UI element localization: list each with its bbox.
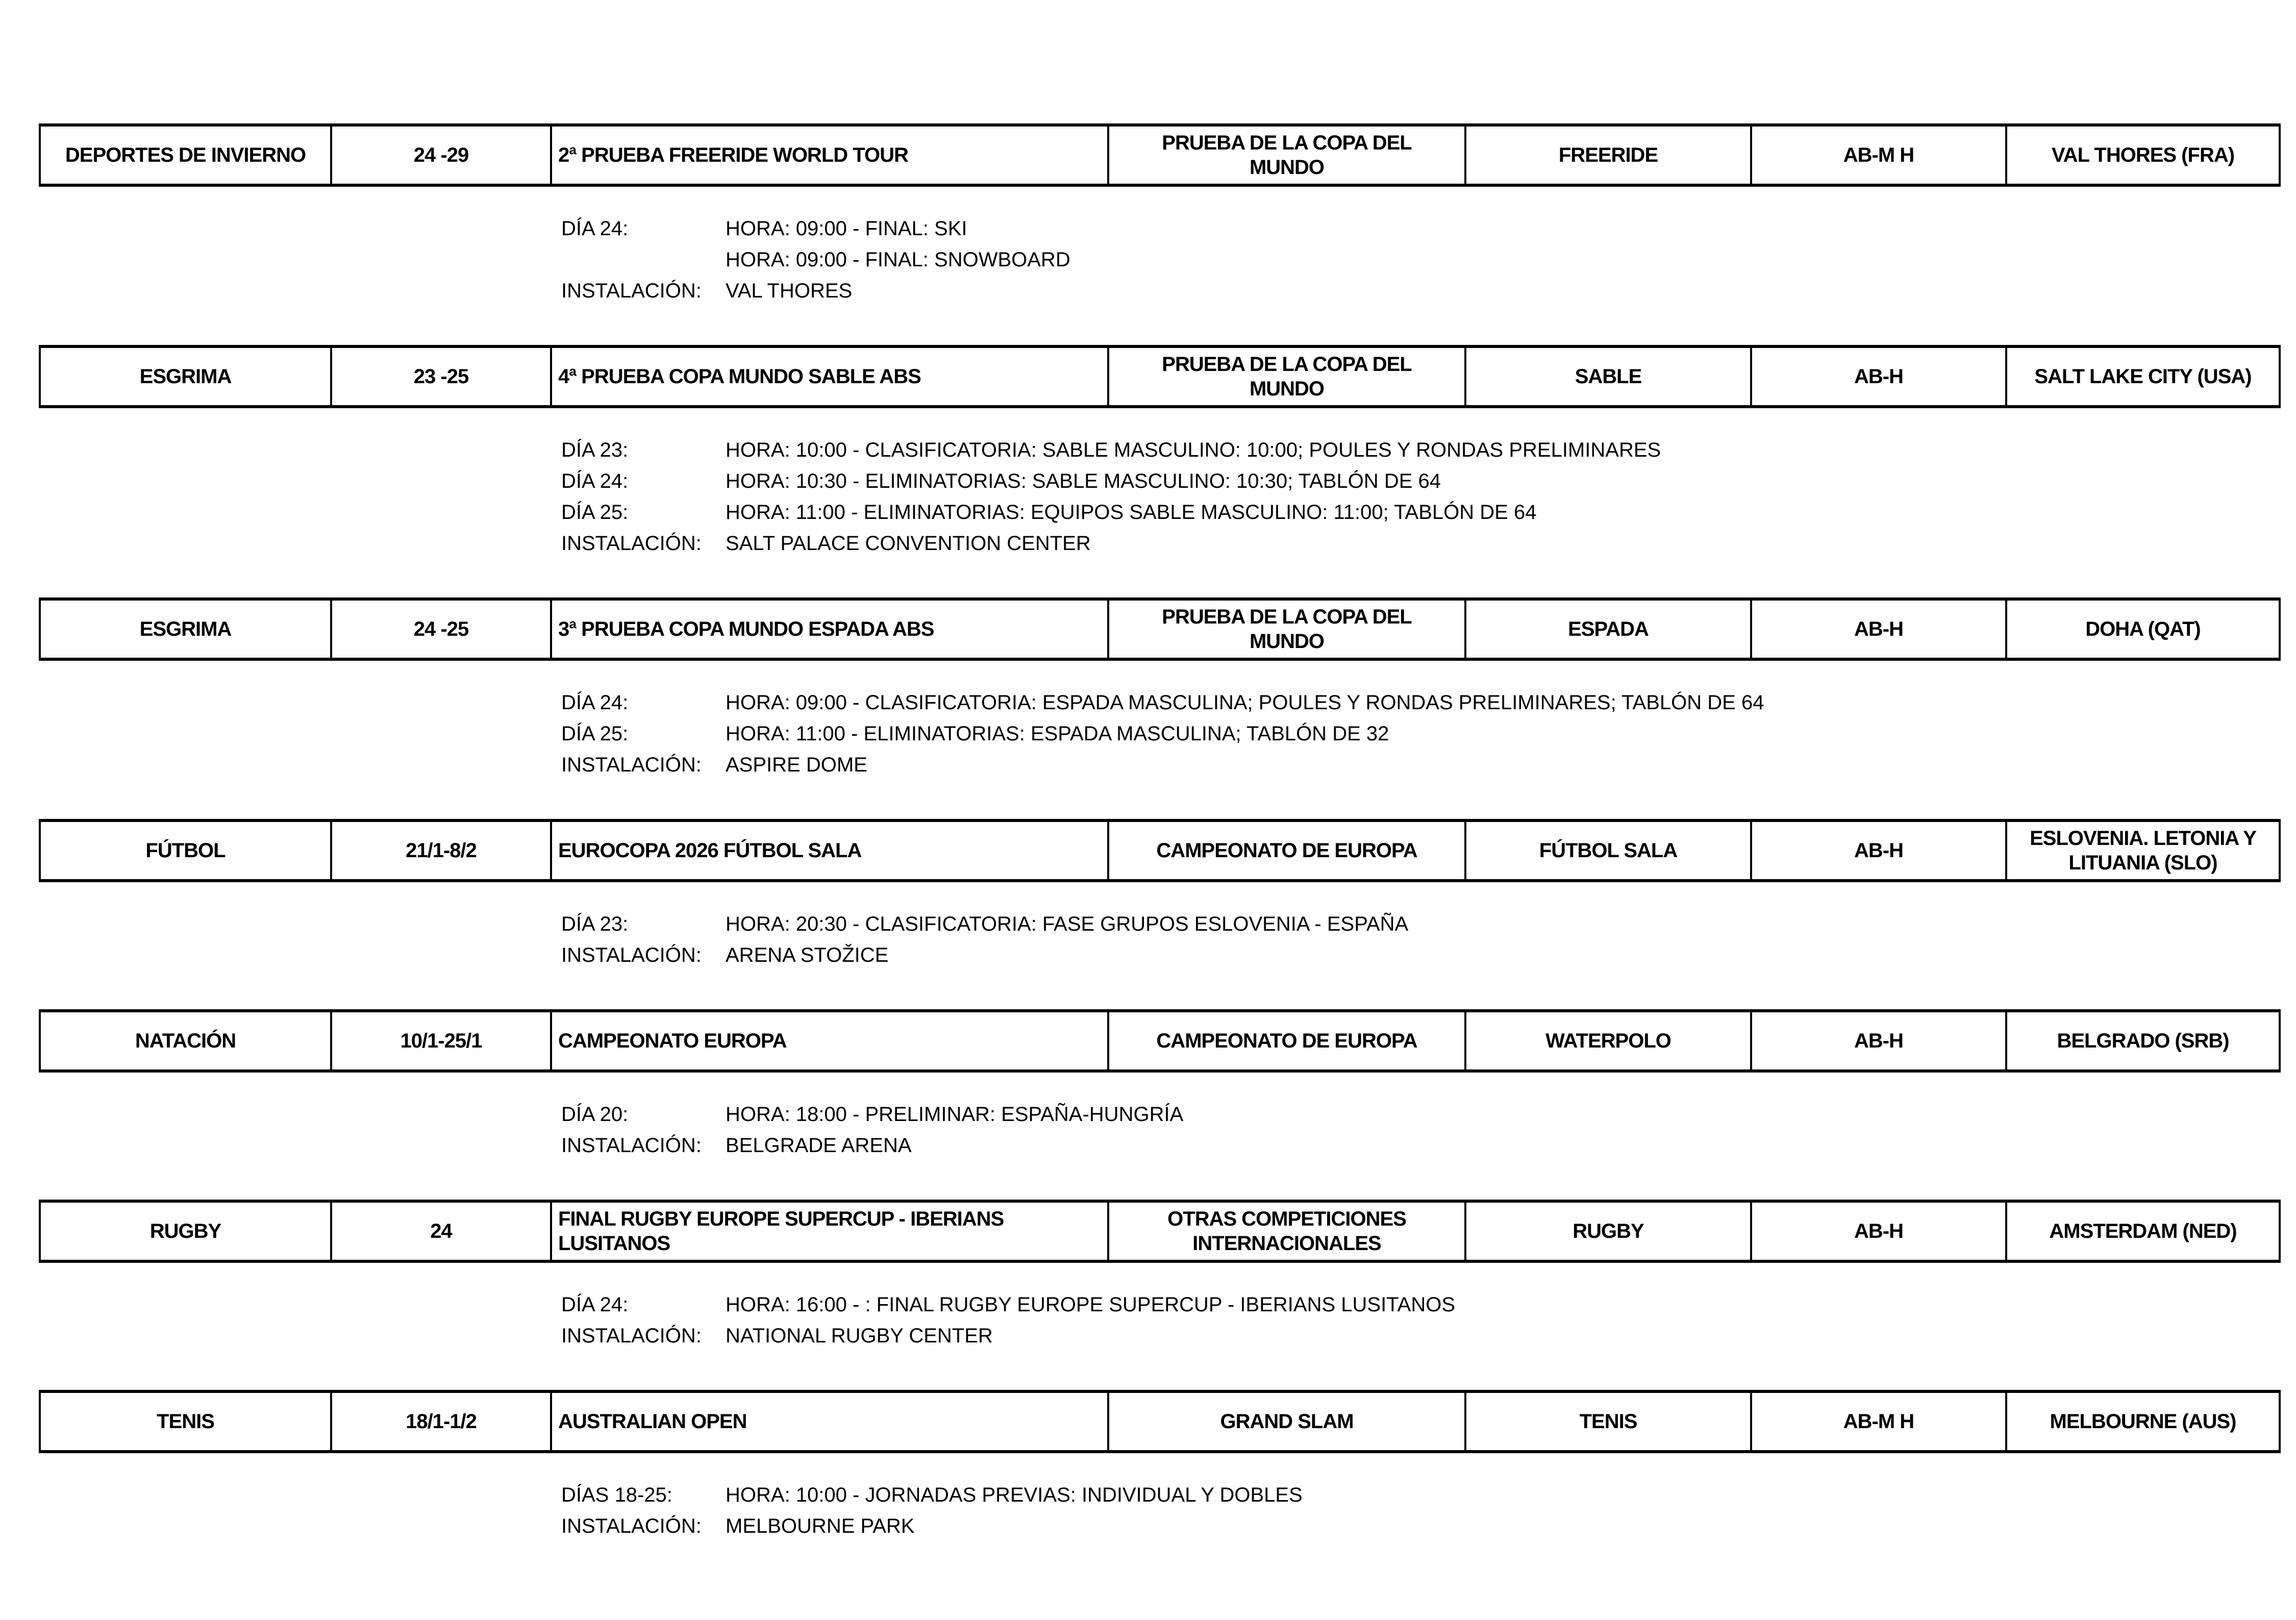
cell-sport: TENIS [41, 1393, 332, 1450]
cell-competition: PRUEBA DE LA COPA DEL MUNDO [1109, 601, 1466, 658]
cell-category: AB-H [1752, 1012, 2007, 1069]
cell-category: AB-H [1752, 822, 2007, 879]
cell-location: DOHA (QAT) [2007, 601, 2281, 658]
cell-sport: ESGRIMA [41, 601, 332, 658]
cell-competition: PRUEBA DE LA COPA DEL MUNDO [1109, 348, 1466, 405]
venue-value: VAL THORES [726, 280, 853, 302]
cell-competition: PRUEBA DE LA COPA DEL MUNDO [1109, 127, 1466, 184]
detail-line [561, 244, 2281, 276]
venue-line [561, 940, 2281, 971]
cell-event: 4ª PRUEBA COPA MUNDO SABLE ABS [552, 348, 1109, 405]
table-row [39, 123, 2281, 187]
detail-text: HORA: 18:00 - PRELIMINAR: ESPAÑA-HUNGRÍA [726, 1103, 1184, 1126]
venue-value: MELBOURNE PARK [726, 1515, 915, 1537]
venue-value: ASPIRE DOME [726, 754, 867, 776]
detail-day-label: DÍA 25: [561, 501, 629, 524]
details [561, 213, 2281, 307]
cell-sport: ESGRIMA [41, 348, 332, 405]
detail-text: HORA: 10:30 - ELIMINATORIAS: SABLE MASCULINO: 10:30; TABLÓN DE 64 [726, 470, 1441, 492]
cell-location: AMSTERDAM (NED) [2007, 1203, 2281, 1260]
detail-text: HORA: 10:00 - CLASIFICATORIA: SABLE MASCULINO: 10:00; POULES Y RONDAS PRELIMINARES [726, 439, 1661, 461]
venue-value: NATIONAL RUGBY CENTER [726, 1325, 993, 1347]
cell-event: CAMPEONATO EUROPA [552, 1012, 1109, 1069]
venue-label: INSTALACIÓN: [561, 1325, 702, 1347]
table-row [39, 819, 2281, 882]
cell-sport: FÚTBOL [41, 822, 332, 879]
venue-label: INSTALACIÓN: [561, 532, 702, 555]
venue-value: ARENA STOŽICE [726, 944, 889, 966]
detail-day-label: DÍA 20: [561, 1103, 629, 1126]
details [561, 1289, 2281, 1352]
detail-line [561, 909, 2281, 940]
detail-line [561, 718, 2281, 750]
cell-competition: CAMPEONATO DE EUROPA [1109, 822, 1466, 879]
detail-day-label: DÍAS 18-25: [561, 1484, 672, 1506]
venue-label: INSTALACIÓN: [561, 1515, 702, 1537]
detail-day-label: DÍA 24: [561, 217, 629, 240]
cell-category: AB-H [1752, 1203, 2007, 1260]
venue-label: INSTALACIÓN: [561, 754, 702, 776]
detail-day-label: DÍA 24: [561, 1293, 629, 1316]
table-row [39, 1390, 2281, 1453]
cell-dates: 18/1-1/2 [332, 1393, 552, 1450]
detail-line [561, 466, 2281, 497]
cell-dates: 24 -29 [332, 127, 552, 184]
cell-dates: 24 [332, 1203, 552, 1260]
cell-discipline: FREERIDE [1466, 127, 1752, 184]
cell-location: ESLOVENIA. LETONIA Y LITUANIA (SLO) [2007, 822, 2281, 879]
schedule-entry [39, 345, 2281, 559]
cell-competition: OTRAS COMPETICIONES INTERNACIONALES [1109, 1203, 1466, 1260]
details [561, 1480, 2281, 1542]
cell-dates: 24 -25 [332, 601, 552, 658]
detail-text: HORA: 20:30 - CLASIFICATORIA: FASE GRUPOS ESLOVENIA - ESPAÑA [726, 913, 1409, 935]
schedule-entry [39, 597, 2281, 781]
cell-discipline: SABLE [1466, 348, 1752, 405]
cell-location: BELGRADO (SRB) [2007, 1012, 2281, 1069]
detail-text: HORA: 11:00 - ELIMINATORIAS: EQUIPOS SABLE MASCULINO: 11:00; TABLÓN DE 64 [726, 501, 1537, 524]
cell-event: AUSTRALIAN OPEN [552, 1393, 1109, 1450]
cell-discipline: RUGBY [1466, 1203, 1752, 1260]
venue-line [561, 528, 2281, 559]
schedule-entry [39, 123, 2281, 307]
cell-dates: 21/1-8/2 [332, 822, 552, 879]
detail-text: HORA: 09:00 - CLASIFICATORIA: ESPADA MASCULINA; POULES Y RONDAS PRELIMINARES; TABLÓN DE 64 [726, 691, 1764, 714]
details [561, 435, 2281, 559]
details [561, 1099, 2281, 1161]
detail-text: HORA: 09:00 - FINAL: SKI [726, 217, 967, 240]
cell-discipline: FÚTBOL SALA [1466, 822, 1752, 879]
cell-competition: GRAND SLAM [1109, 1393, 1466, 1450]
cell-category: AB-H [1752, 601, 2007, 658]
details [561, 687, 2281, 781]
venue-label: INSTALACIÓN: [561, 280, 702, 302]
detail-text: HORA: 10:00 - JORNADAS PREVIAS: INDIVIDUAL Y DOBLES [726, 1484, 1303, 1506]
cell-location: SALT LAKE CITY (USA) [2007, 348, 2281, 405]
venue-label: INSTALACIÓN: [561, 1134, 702, 1157]
detail-day-label: DÍA 24: [561, 691, 629, 714]
cell-discipline: ESPADA [1466, 601, 1752, 658]
schedule-entry [39, 1200, 2281, 1352]
cell-location: VAL THORES (FRA) [2007, 127, 2281, 184]
detail-text: HORA: 11:00 - ELIMINATORIAS: ESPADA MASCULINA; TABLÓN DE 32 [726, 722, 1389, 745]
detail-day-label: DÍA 23: [561, 913, 629, 935]
venue-line [561, 276, 2281, 307]
detail-line [561, 435, 2281, 466]
venue-value: SALT PALACE CONVENTION CENTER [726, 532, 1091, 555]
cell-competition: CAMPEONATO DE EUROPA [1109, 1012, 1466, 1069]
cell-discipline: TENIS [1466, 1393, 1752, 1450]
detail-text: HORA: 16:00 - : FINAL RUGBY EUROPE SUPERCUP - IBERIANS LUSITANOS [726, 1293, 1455, 1316]
cell-event: 2ª PRUEBA FREERIDE WORLD TOUR [552, 127, 1109, 184]
detail-line [561, 687, 2281, 718]
sports-schedule [39, 123, 2281, 1580]
detail-day-label: DÍA 23: [561, 439, 629, 461]
table-row [39, 1200, 2281, 1263]
cell-sport: RUGBY [41, 1203, 332, 1260]
detail-day-label: DÍA 25: [561, 722, 629, 745]
table-row [39, 1009, 2281, 1073]
cell-sport: NATACIÓN [41, 1012, 332, 1069]
detail-line [561, 1480, 2281, 1511]
cell-category: AB-H [1752, 348, 2007, 405]
cell-category: AB-M H [1752, 1393, 2007, 1450]
cell-dates: 23 -25 [332, 348, 552, 405]
detail-day-label: DÍA 24: [561, 470, 629, 492]
detail-line [561, 497, 2281, 528]
cell-event: FINAL RUGBY EUROPE SUPERCUP - IBERIANS LUSITANOS [552, 1203, 1109, 1260]
cell-location: MELBOURNE (AUS) [2007, 1393, 2281, 1450]
detail-line [561, 1289, 2281, 1320]
table-row [39, 597, 2281, 661]
venue-line [561, 1320, 2281, 1352]
detail-line [561, 1099, 2281, 1130]
venue-value: BELGRADE ARENA [726, 1134, 912, 1157]
schedule-entry [39, 819, 2281, 971]
schedule-entry [39, 1390, 2281, 1542]
detail-text: HORA: 09:00 - FINAL: SNOWBOARD [726, 248, 1070, 271]
table-row [39, 345, 2281, 408]
detail-line [561, 213, 2281, 244]
cell-discipline: WATERPOLO [1466, 1012, 1752, 1069]
cell-sport: DEPORTES DE INVIERNO [41, 127, 332, 184]
venue-line [561, 1130, 2281, 1161]
schedule-entry [39, 1009, 2281, 1161]
cell-event: 3ª PRUEBA COPA MUNDO ESPADA ABS [552, 601, 1109, 658]
details [561, 909, 2281, 971]
venue-line [561, 750, 2281, 781]
venue-label: INSTALACIÓN: [561, 944, 702, 966]
cell-event: EUROCOPA 2026 FÚTBOL SALA [552, 822, 1109, 879]
venue-line [561, 1511, 2281, 1542]
cell-dates: 10/1-25/1 [332, 1012, 552, 1069]
cell-category: AB-M H [1752, 127, 2007, 184]
